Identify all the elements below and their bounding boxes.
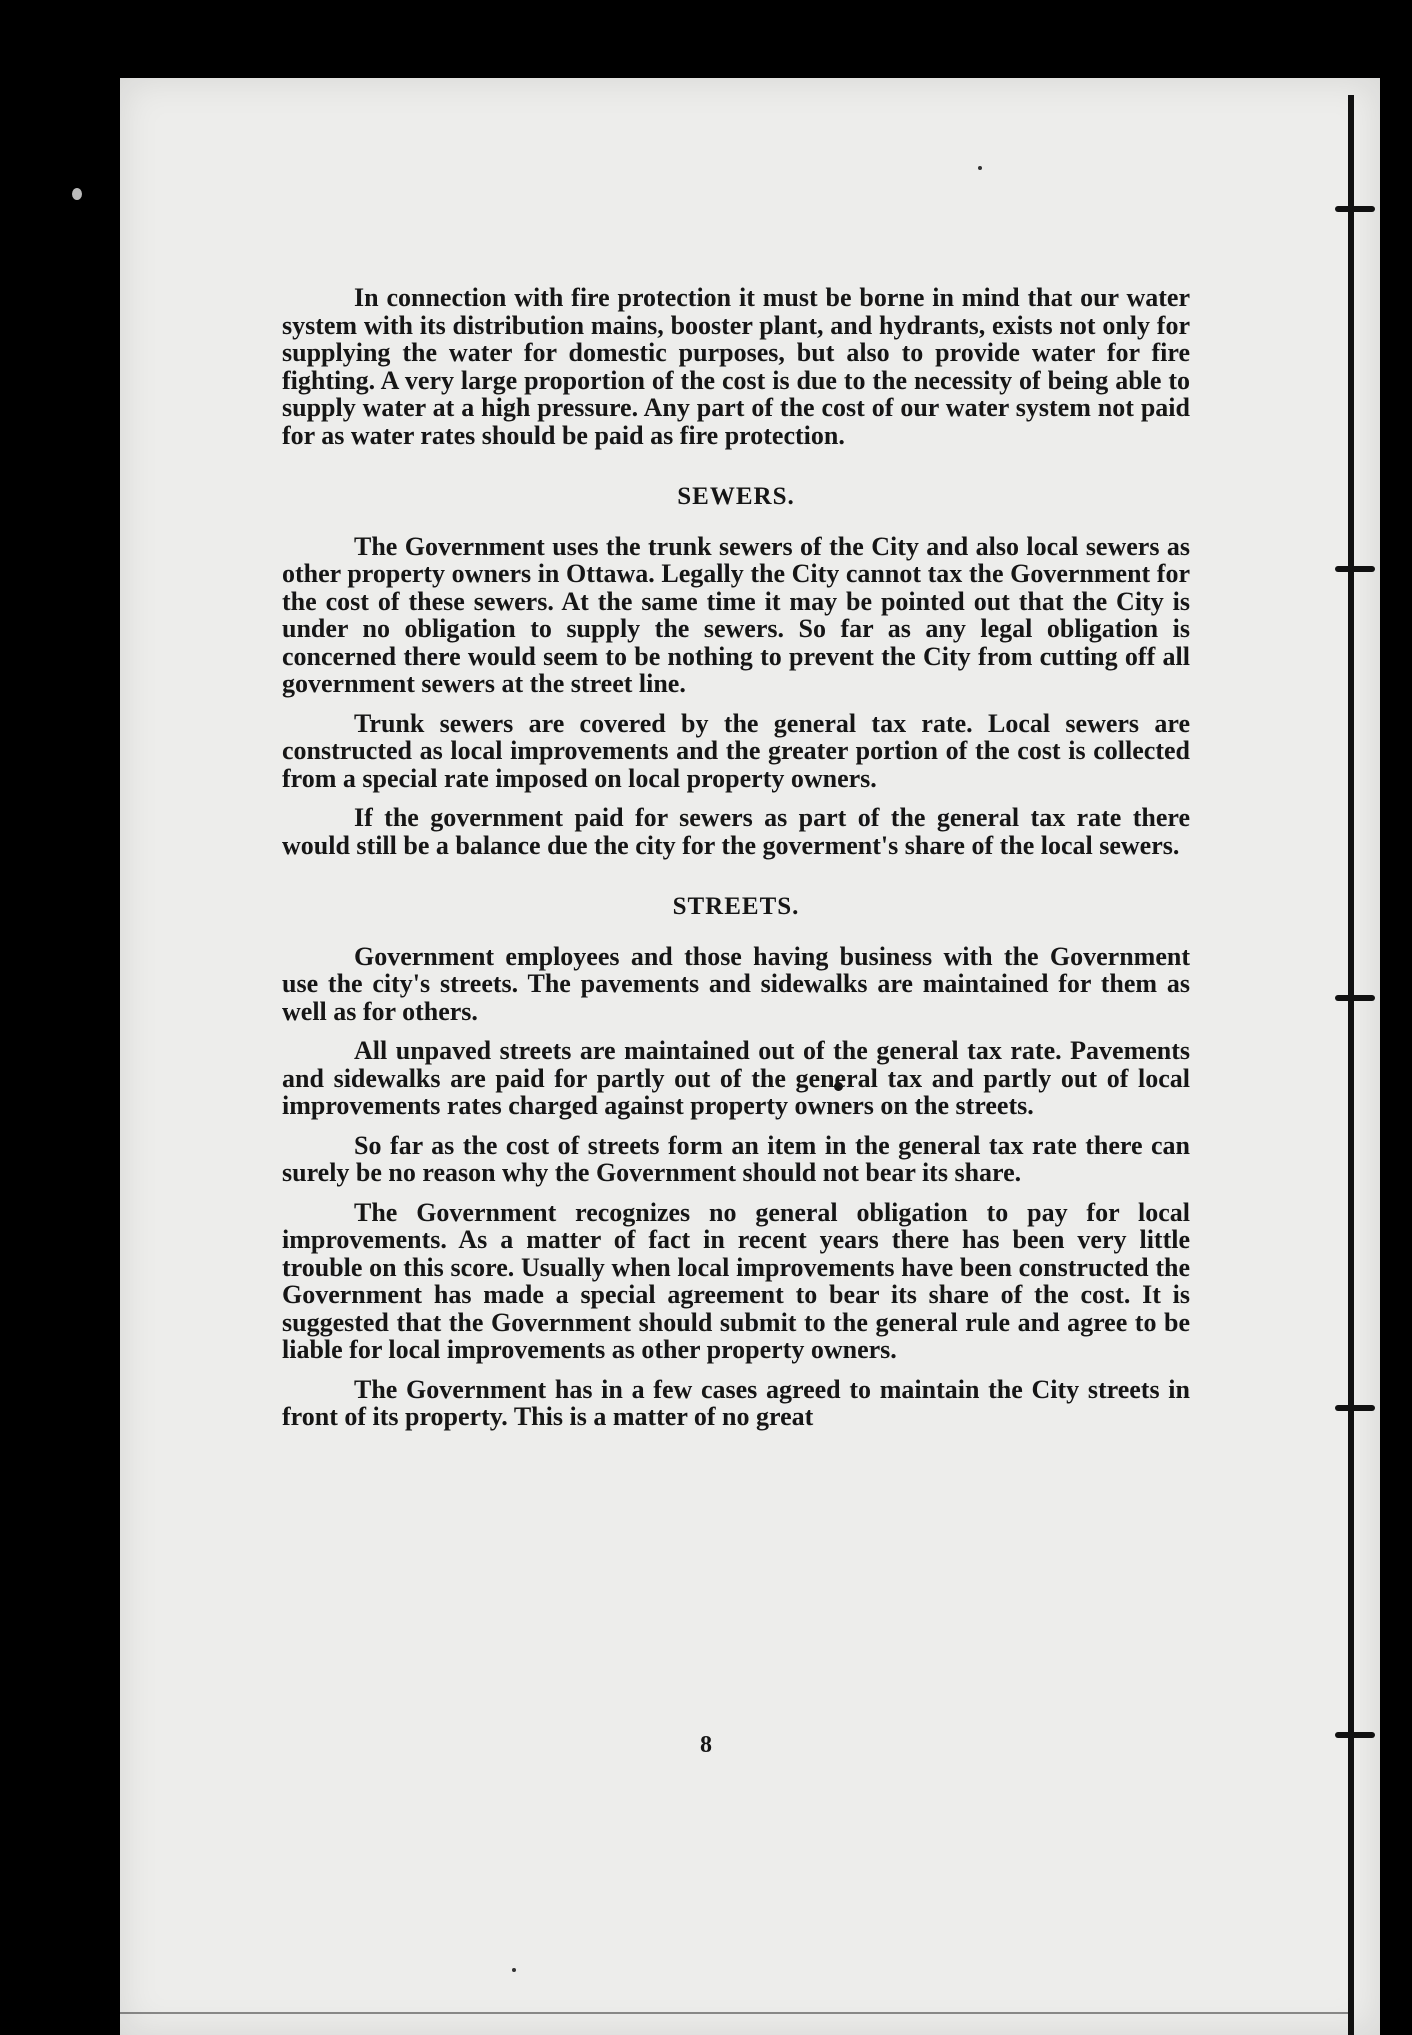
scan-speck <box>72 188 82 200</box>
page-number: 8 <box>700 1732 712 1758</box>
streets-paragraph: The Government recognizes no general obligation to pay for local improvements. As a matter of fact in recent years there has been very little trouble on this score. Usually when local improvements have been constructed the Government has made a special agreement to bear its share of the cost. It is suggested that the Government should submit to the general rule and agree to be liable for local improvements as other property owners. <box>282 1197 1190 1364</box>
page-bottom-edge <box>120 2012 1348 2014</box>
sewers-paragraph: If the government paid for sewers as part of the general tax rate there would still be a balance due the city for the goverment's share of the local sewers. <box>282 803 1190 860</box>
binding-stitch <box>1335 566 1375 572</box>
binding-stitch <box>1335 206 1375 212</box>
binding-stitch <box>1335 1405 1375 1411</box>
scan-speck <box>978 166 982 170</box>
streets-paragraph: Government employees and those having business with the Government use the city's streets. The pavements and sidewalks are maintained for them as well as for others. <box>282 941 1190 1026</box>
intro-paragraph: In connection with fire protection it must be borne in mind that our water system with its distribution mains, booster plant, and hydrants, exists not only for supplying the water for domestic purposes, but also to provide water for fire fighting. A very large proportion of the cost is due to the necessity of being able to supply water at a high pressure. Any part of the cost of our water system not paid for as water rates should be paid as fire protection. <box>282 283 1190 450</box>
section-heading-sewers: SEWERS. <box>677 483 795 510</box>
binding-stitch <box>1335 995 1375 1001</box>
document-body <box>282 284 1190 1431</box>
scan-speck <box>512 1968 516 1972</box>
sewers-paragraph: Trunk sewers are covered by the general tax rate. Local sewers are constructed as local improvements and the greater portion of the cost is collected from a special rate imposed on local property owners. <box>282 708 1190 793</box>
section-heading-streets: STREETS. <box>672 893 800 920</box>
streets-paragraph: The Government has in a few cases agreed to maintain the City streets in front of its property. This is a matter of no great <box>282 1374 1190 1431</box>
streets-paragraph: So far as the cost of streets form an item in the general tax rate there can surely be no reason why the Government should not bear its share. <box>282 1130 1190 1187</box>
sewers-paragraph: The Government uses the trunk sewers of the City and also local sewers as other property owners in Ottawa. Legally the City cannot tax the Government for the cost of these sewers. At the same time it may be pointed out that the City is under no obligation to supply the sewers. So far as any legal obligation is concerned there would seem to be nothing to prevent the City from cutting off all government sewers at the street line. <box>282 531 1190 698</box>
streets-paragraph: All unpaved streets are maintained out of the general tax rate. Pavements and sidewalks are paid for partly out of the general tax and partly out of local improvements rates charged against property owners on the streets. <box>282 1036 1190 1120</box>
